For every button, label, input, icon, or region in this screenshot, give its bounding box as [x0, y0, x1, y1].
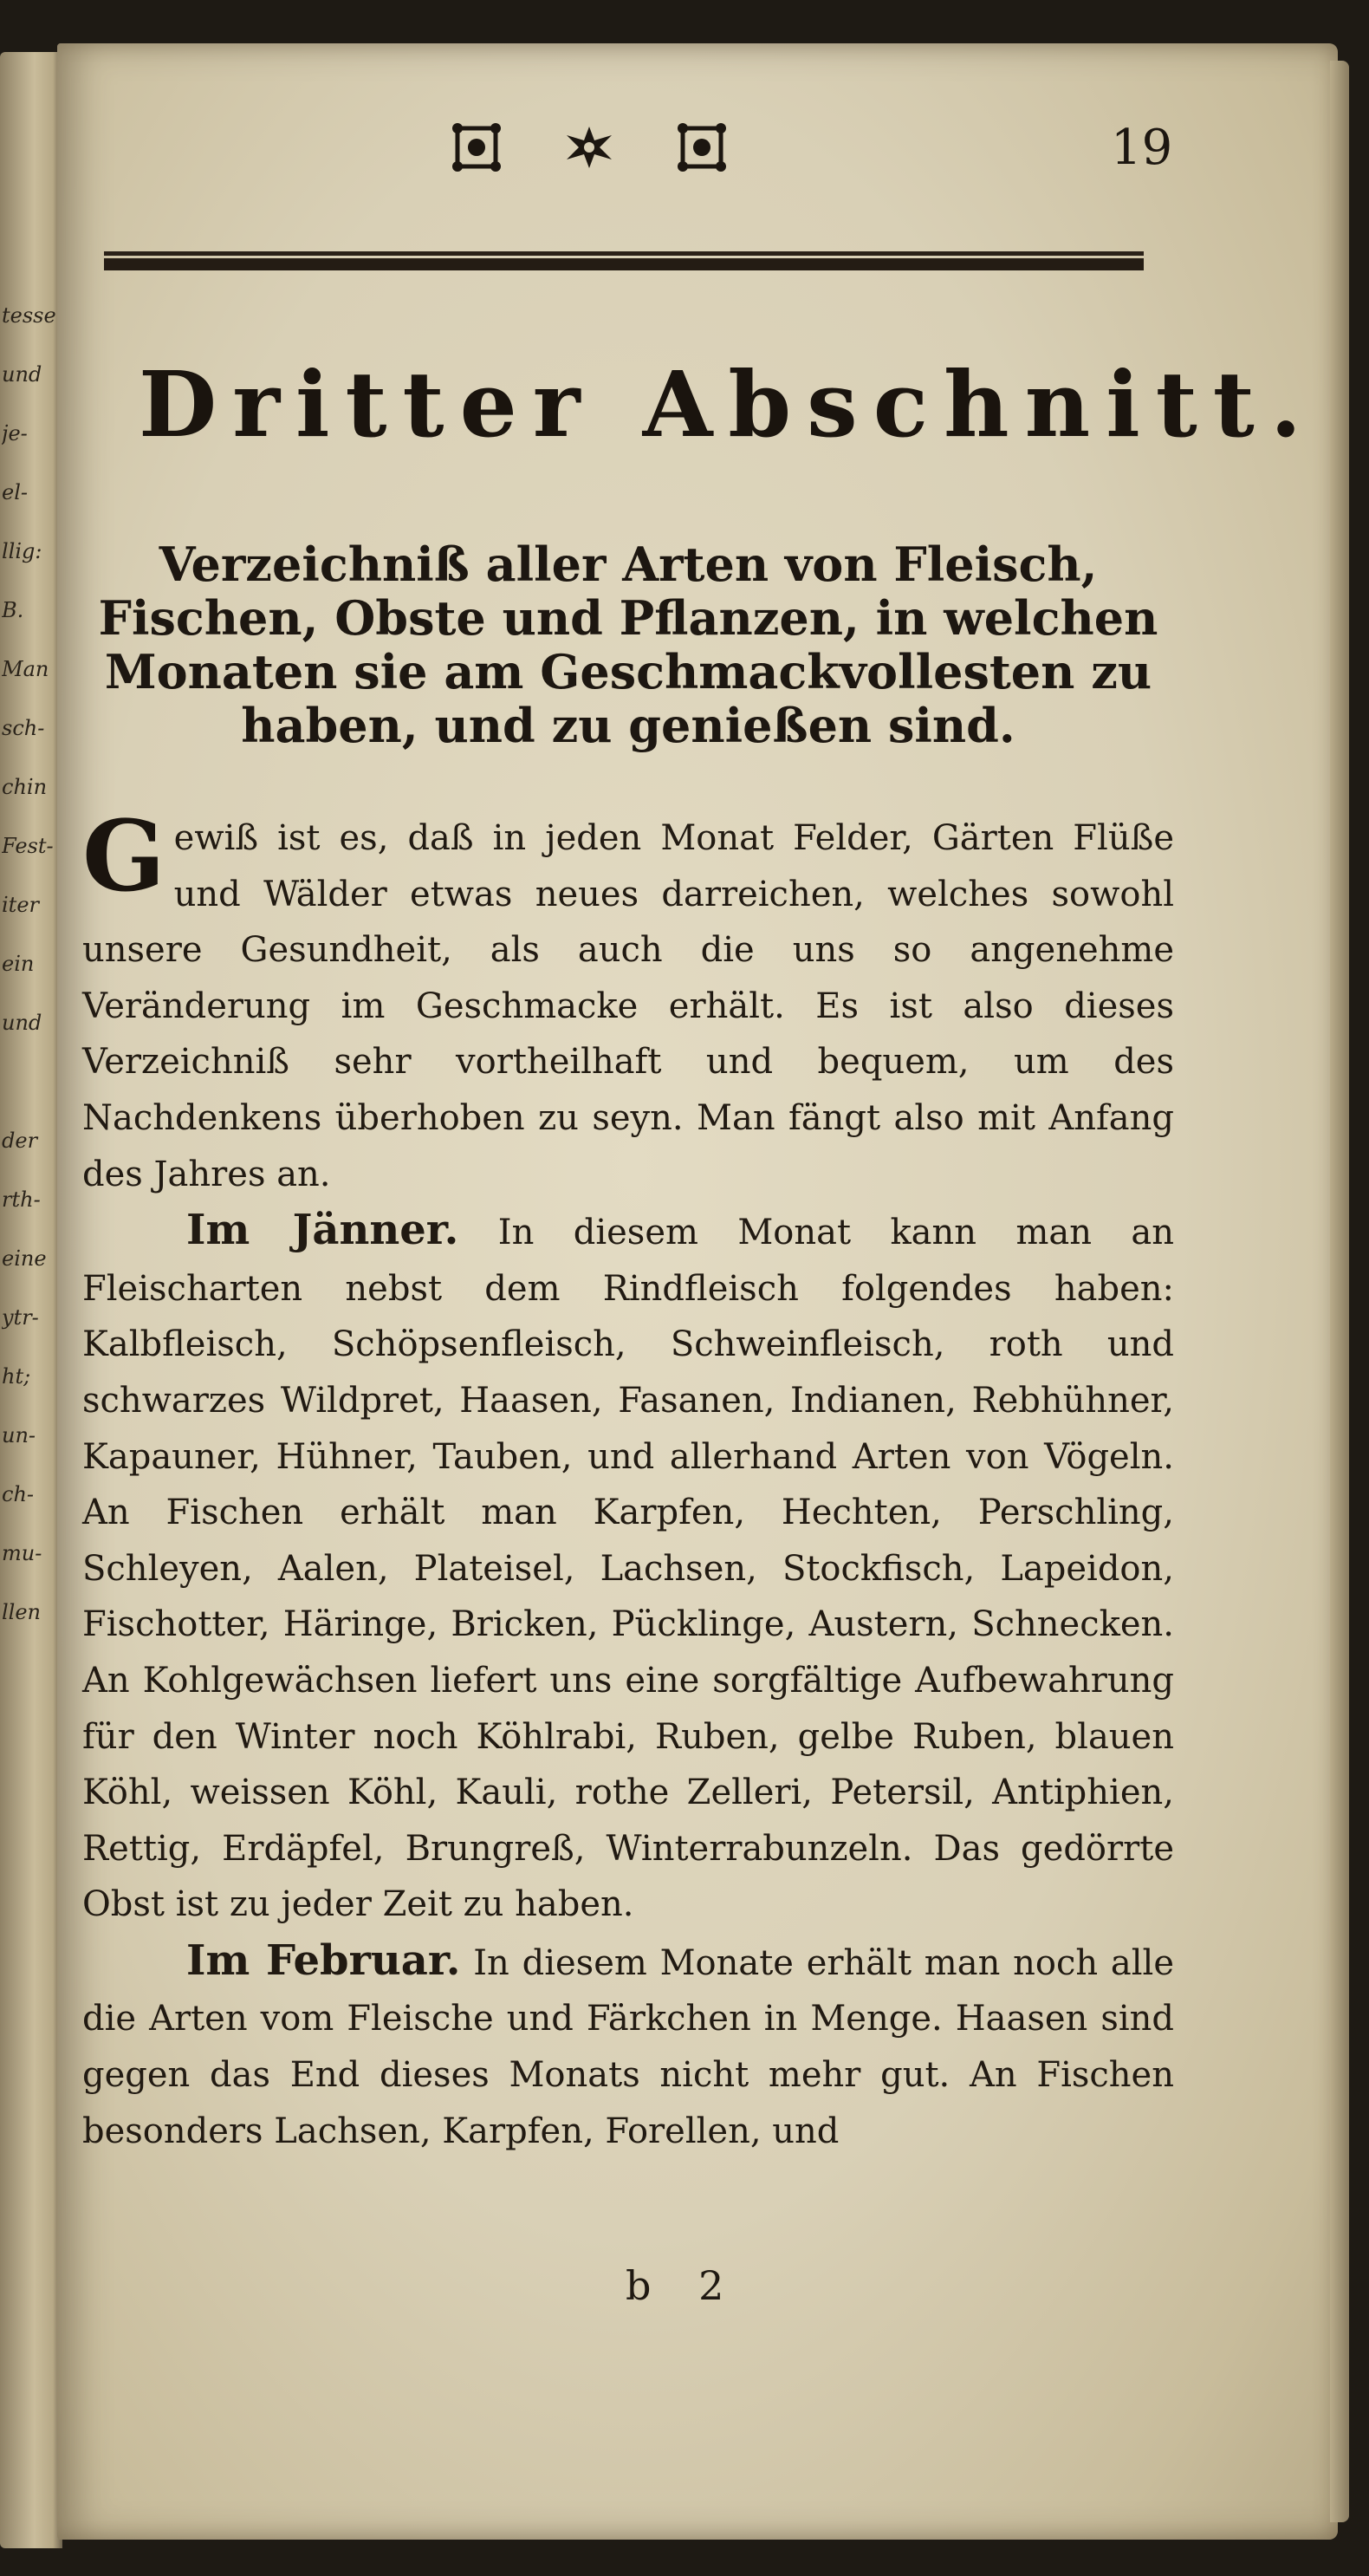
- page-number: 19: [1111, 120, 1173, 176]
- header-ornaments: [451, 121, 728, 173]
- signature-mark: b 2: [626, 2262, 742, 2309]
- rule-thin-line: [104, 251, 1144, 256]
- fragment: Man: [2, 657, 49, 681]
- fragment: un-: [2, 1423, 36, 1447]
- left-page-edge: [0, 52, 62, 2548]
- fragment: [2, 1052, 59, 1111]
- section-subtitle: Verzeichniß aller Arten von Fleisch, Fischen, Obste und Pflanzen, in welchen Monaten sie am Geschmackvollesten zu haben, und zu genießen sind.: [98, 537, 1158, 753]
- rule-thick-line: [104, 258, 1144, 270]
- fragment: und: [2, 1011, 42, 1035]
- january-paragraph: [82, 1202, 1174, 1933]
- section-title: Dritter Abschnitt.: [139, 351, 1318, 458]
- february-heading: Im Februar.: [186, 1935, 461, 1985]
- fragment: ch-: [2, 1482, 35, 1506]
- body-text: [82, 800, 1175, 2159]
- fragment: chin: [2, 775, 48, 799]
- fragment: mu-: [2, 1541, 42, 1565]
- january-text: In diesem Monat kann man an Fleischarten nebst dem Rindfleisch folgendes haben: Kalbfleisch, Schöpsenfleisch, Schweinfleisch, roth und schwarzes Wildpret, Haasen, Fasanen, Indianen, Rebhühner, Kapauner, Hühner, Tauben, und allerhand Arten von Vögeln. An Fischen erhält man Karpfen, Hechten, Perschling, Schleyen, Aalen, Plateisel, Lachsen, Stockfisch, Lapeidon, Fischotter, Häringe, Bricken, Pücklinge, Austern, Schnecken. An Kohlgewächsen liefert uns eine sorgfältige Aufbewahrung für den Winter noch Köhlrabi, Ruben, gelbe Ruben, blauen Köhl, weissen Köhl, Kauli, rothe Zelleri, Petersil, Antiphien, Rettig, Erdäpfel, Brungreß, Winterrabunzeln. Das gedörrte Obst ist zu jeder Zeit zu haben.: [82, 1213, 1174, 1925]
- fragment: sch-: [2, 716, 45, 740]
- fragment: ein: [2, 952, 35, 976]
- february-paragraph: [82, 1933, 1174, 2159]
- fragment: eine: [2, 1246, 47, 1271]
- ornament-flower-icon: [451, 123, 503, 172]
- fragment: je-: [2, 421, 28, 446]
- intro-paragraph: [82, 800, 1174, 1202]
- drop-cap: G: [82, 800, 165, 914]
- ornament-flower-icon: [676, 123, 728, 172]
- ornament-star-icon: [563, 123, 615, 172]
- fragment: llig:: [2, 539, 42, 563]
- header-rule: [104, 251, 1144, 270]
- left-page-text-fragments: [2, 286, 59, 1642]
- february-text: In diesem Monate erhält man noch alle die Arten vom Fleische und Färkchen in Menge. Haasen sind gegen das End dieses Monats nicht mehr gut. An Fischen besonders Lachsen, Karpfen, Forellen, und: [82, 1942, 1175, 2151]
- fragment: tesse: [2, 303, 56, 328]
- fragment: der: [2, 1129, 38, 1153]
- fragment: Fest-: [2, 834, 54, 858]
- fragment: ht;: [2, 1364, 31, 1389]
- fragment: ytr-: [2, 1305, 39, 1330]
- page-stack-edge: [1330, 61, 1349, 2522]
- january-heading: Im Jänner.: [186, 1206, 459, 1255]
- fragment: B.: [2, 598, 24, 622]
- fragment: el-: [2, 480, 28, 504]
- intro-text: ewiß ist es, daß in jeden Monat Felder, Gärten Flüße und Wälder etwas neues darreichen, welches sowohl unsere Gesundheit, als auch die uns so angenehme Veränderung im Geschmacke erhält. Es ist also dieses Verzeichniß sehr vortheilhaft und bequem, um des Nachdenkens überhoben zu seyn. Man fängt also mit Anfang des Jahres an.: [82, 818, 1174, 1194]
- fragment: und: [2, 362, 42, 387]
- fragment: rth-: [2, 1187, 41, 1212]
- fragment: iter: [2, 893, 39, 917]
- fragment: llen: [2, 1600, 42, 1624]
